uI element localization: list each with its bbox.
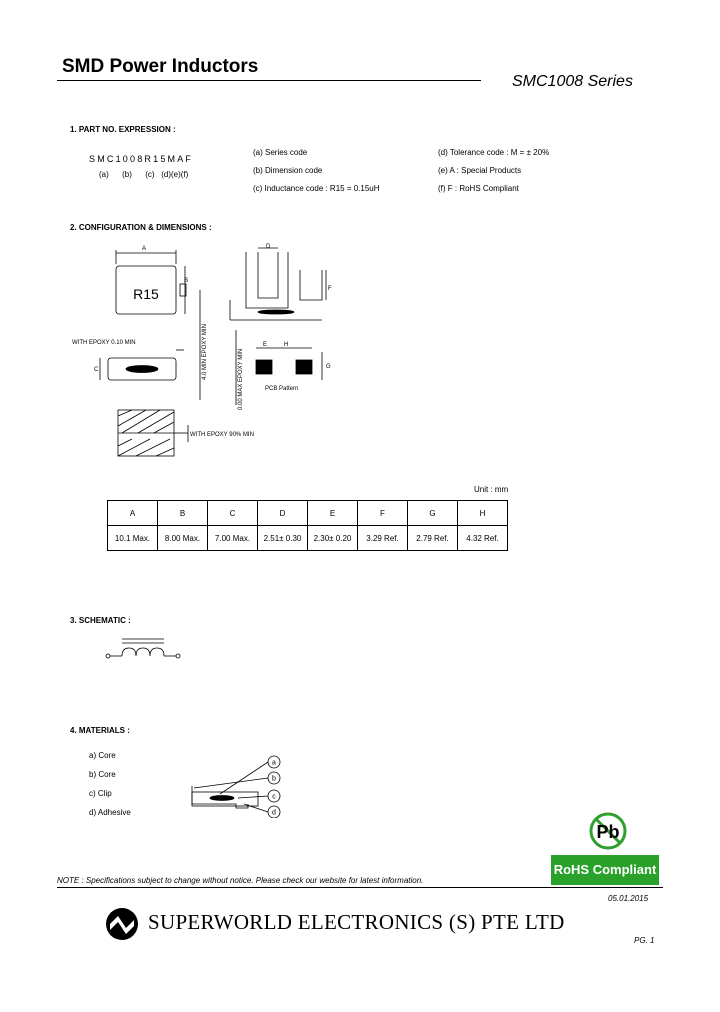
table-cell: 10.1 Max. (108, 526, 158, 551)
special-products-text: (e) A : Special Products (438, 166, 522, 175)
series-code-text: (a) Series code (253, 148, 308, 157)
table-cell: 2.51± 0.30 (258, 526, 308, 551)
dim-b-label: B (184, 278, 189, 284)
unit-label: Unit : mm (474, 485, 509, 494)
page-title: SMD Power Inductors (62, 56, 259, 77)
table-header-cell: H (458, 501, 508, 526)
inductor-schematic (104, 636, 184, 666)
dim-f-label: F (328, 286, 332, 292)
vertical-epoxy-label-2: 0.00 MAX EPOXY MIN (238, 348, 244, 410)
pcb-pattern-label: PCB Pattern (265, 386, 299, 392)
marking-code: R15 (133, 286, 159, 302)
table-cell: 3.29 Ref. (358, 526, 408, 551)
company-logo-icon (104, 906, 140, 942)
part-number: SMC1008R15MAF (89, 154, 194, 164)
table-header-cell: E (308, 501, 358, 526)
materials-diagram (186, 752, 286, 818)
callout-a: a (272, 759, 276, 767)
table-row (108, 526, 508, 551)
dimension-drawings (60, 240, 440, 470)
table-header-cell: D (258, 501, 308, 526)
table-cell: 2.79 Ref. (408, 526, 458, 551)
header-divider (57, 80, 481, 81)
material-adhesive: d) Adhesive (89, 808, 131, 817)
vertical-epoxy-label-1: 4.0 MIN EPOXY MIN (202, 324, 208, 380)
dim-c-label: C (94, 367, 99, 373)
rohs-compliant-text: (f) F : RoHS Compliant (438, 184, 519, 193)
section-schematic-heading: 3. SCHEMATIC : (70, 616, 131, 625)
pb-free-icon (584, 811, 632, 851)
section-part-no-heading: 1. PART NO. EXPRESSION : (70, 125, 176, 134)
table-header-row (108, 501, 508, 526)
table-cell: 4.32 Ref. (458, 526, 508, 551)
table-header-cell: F (358, 501, 408, 526)
material-core-b: b) Core (89, 770, 116, 779)
footer-note: NOTE : Specifications subject to change without notice. Please check our website for latest information. (57, 876, 424, 885)
table-header-cell: B (158, 501, 208, 526)
material-clip: c) Clip (89, 789, 112, 798)
material-core-a: a) Core (89, 751, 116, 760)
table-header-cell: G (408, 501, 458, 526)
dim-a-label: A (141, 246, 147, 252)
dim-e-label: E (263, 342, 268, 348)
inductance-code-text: (c) Inductance code : R15 = 0.15uH (253, 184, 380, 193)
epoxy-min-label: WITH EPOXY 0.10 MIN (72, 340, 136, 346)
dimension-code-text: (b) Dimension code (253, 166, 323, 175)
callout-c: c (272, 793, 276, 801)
page-number: PG. 1 (634, 936, 655, 945)
table-cell: 8.00 Max. (158, 526, 208, 551)
section-configuration-heading: 2. CONFIGURATION & DIMENSIONS : (70, 223, 212, 232)
rohs-compliant-badge: RoHS Compliant (551, 855, 659, 885)
epoxy-percent-label: WITH EPOXY 90% MIN (190, 432, 254, 438)
part-number-labels: (a) (b) (c) (d)(e)(f) (99, 170, 189, 179)
pb-text: Pb (596, 822, 620, 842)
table-header-cell: A (108, 501, 158, 526)
tolerance-code-text: (d) Tolerance code : M = ± 20% (438, 148, 550, 157)
series-name: SMC1008 Series (512, 73, 633, 90)
dim-d-label: D (266, 244, 271, 250)
company-name: SUPERWORLD ELECTRONICS (S) PTE LTD (148, 910, 565, 934)
callout-b: b (272, 775, 276, 783)
callout-d: d (272, 809, 276, 817)
dimension-table (107, 500, 508, 551)
dim-h-label: H (284, 342, 289, 348)
table-header-cell: C (208, 501, 258, 526)
section-materials-heading: 4. MATERIALS : (70, 726, 130, 735)
dim-g-label: G (326, 364, 331, 370)
table-cell: 2.30± 0.20 (308, 526, 358, 551)
footer-divider (57, 887, 663, 888)
table-cell: 7.00 Max. (208, 526, 258, 551)
document-date: 05.01.2015 (608, 894, 649, 903)
